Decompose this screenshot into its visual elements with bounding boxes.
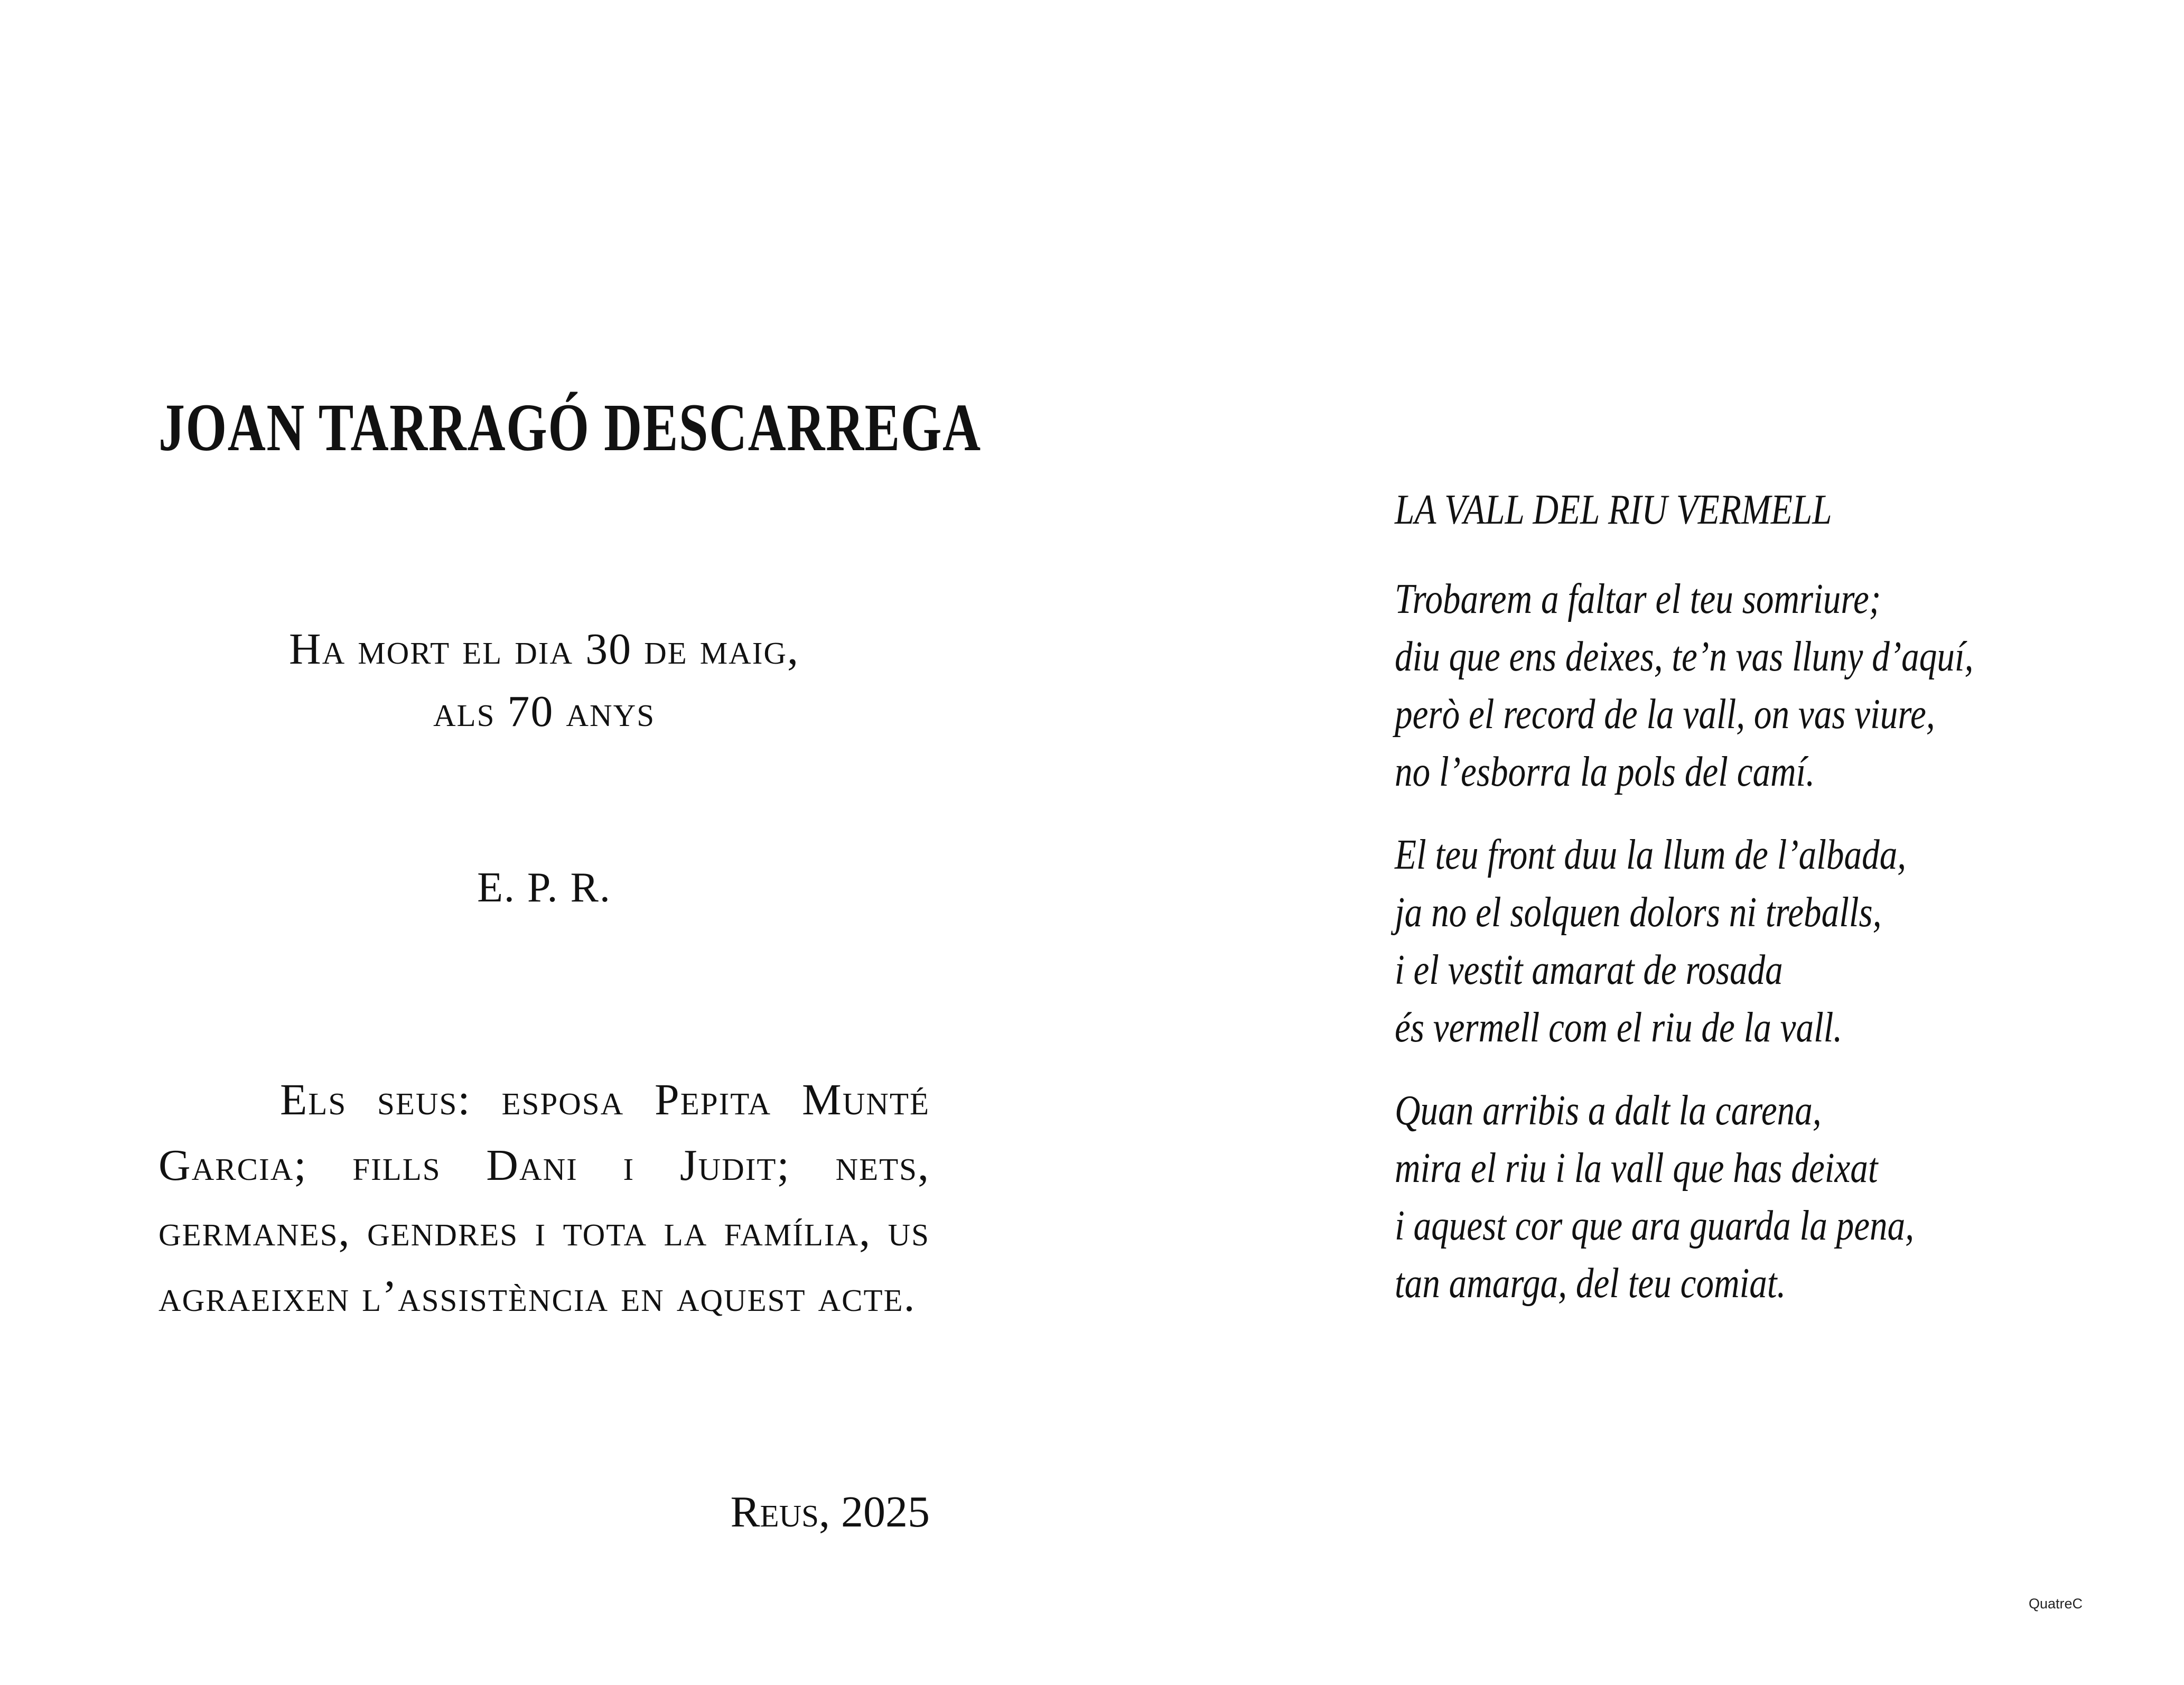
- poem-body: [1395, 571, 2134, 1338]
- poem-verse: i el vestit amarat de rosada: [1395, 947, 1783, 993]
- poem-stanza: [1395, 1082, 2134, 1312]
- poem-verse: no l’esborra la pols del camí.: [1395, 749, 1815, 795]
- poem-verse: però el record de la vall, on vas viure,: [1395, 691, 1935, 738]
- poem-column: [1395, 0, 2082, 1685]
- age-line: als 70 anys: [433, 687, 656, 736]
- poem-verse: mira el riu i la vall que has deixat: [1395, 1145, 1878, 1191]
- rest-in-peace: E. P. R.: [477, 864, 611, 911]
- poem-verse: diu que ens deixes, te’n vas lluny d’aquí,: [1395, 634, 1974, 680]
- poem-verse: tan amarga, del teu comiat.: [1395, 1260, 1786, 1307]
- deceased-name: JOAN TARRAGÓ DESCARREGA: [158, 390, 982, 465]
- death-date-line: Ha mort el dia 30 de maig,: [288, 625, 800, 674]
- poem-stanza: [1395, 571, 2134, 801]
- death-info: [158, 618, 930, 743]
- poem-verse: El teu front duu la llum de l’albada,: [1395, 832, 1907, 878]
- family-acknowledgement: Els seus: esposa Pepita Munté Garcia; fills Dani i Judit; nets, germanes, gendres i tota la família, us agraeixen l’assistència en aquest acte.: [158, 1075, 930, 1321]
- poem-verse: és vermell com el riu de la vall.: [1395, 1004, 1843, 1051]
- printer-imprint: QuatreC: [2029, 1596, 2083, 1612]
- poem-verse: ja no el solquen dolors ni treballs,: [1395, 889, 1882, 936]
- place-and-year: Reus, 2025: [730, 1487, 930, 1537]
- poem-verse: Quan arribis a dalt la carena,: [1395, 1087, 1822, 1134]
- poem-verse: i aquest cor que ara guarda la pena,: [1395, 1203, 1915, 1249]
- memorial-info-column: [158, 0, 982, 1685]
- poem-verse: Trobarem a faltar el teu somriure;: [1395, 576, 1881, 622]
- poem-title: LA VALL DEL RIU VERMELL: [1395, 487, 1832, 533]
- poem-stanza: [1395, 826, 2134, 1057]
